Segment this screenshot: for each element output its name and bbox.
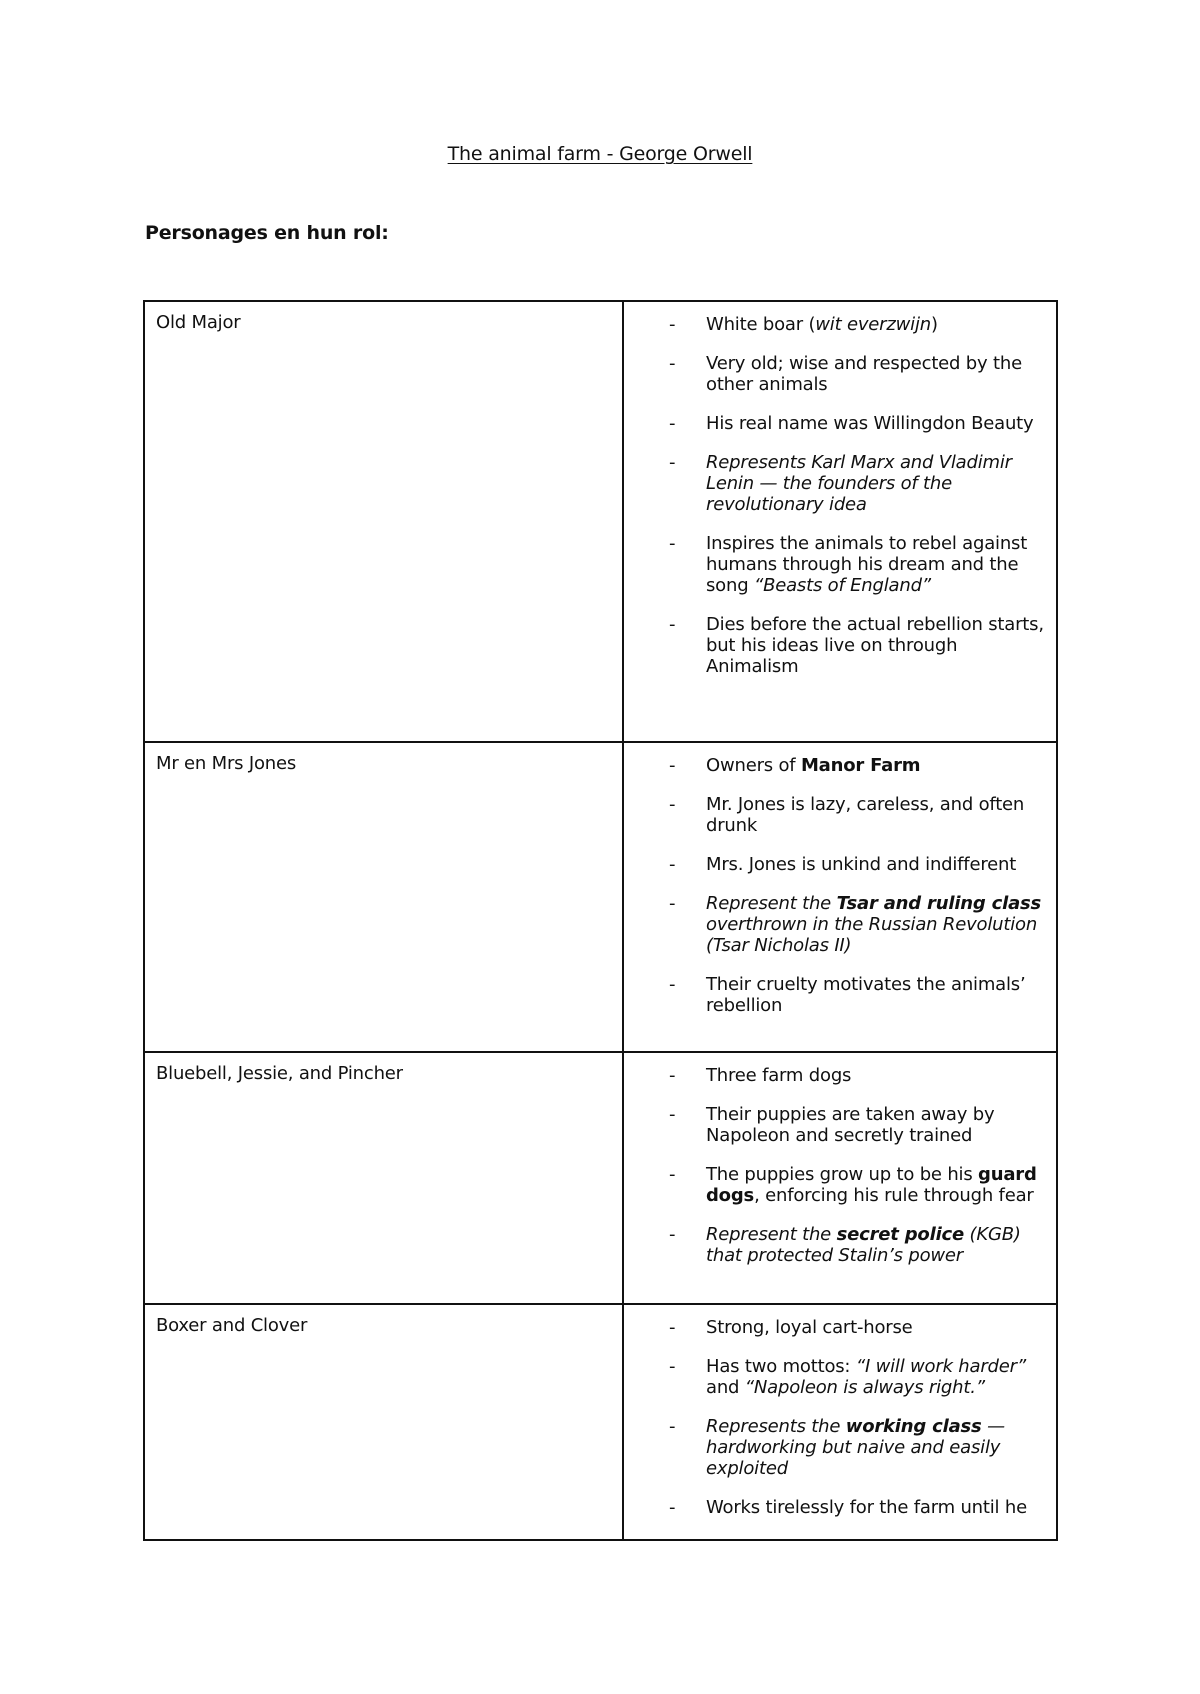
role-text: Represents Karl Marx and Vladimir Lenin — the founders of the revolutionary idea (706, 452, 1012, 515)
bullet-dash: - (669, 614, 676, 635)
list-item (624, 794, 1046, 836)
bullet-dash: - (669, 314, 676, 335)
role-text: Their puppies are taken away by Napoleon and secretly trained (706, 1104, 995, 1146)
role-text: His real name was Willingdon Beauty (706, 413, 1034, 434)
role-text: Has two mottos: (706, 1356, 856, 1377)
table-row (144, 1052, 1057, 1304)
bullet-dash: - (669, 353, 676, 374)
bullet-dash: - (669, 1317, 676, 1338)
role-text: “Beasts of England” (753, 575, 931, 596)
bullet-dash: - (669, 1356, 676, 1377)
role-text: Represent the (706, 1224, 837, 1245)
character-roles (623, 1304, 1057, 1540)
list-item (624, 353, 1046, 395)
character-name: Mr en Mrs Jones (144, 742, 623, 1052)
role-text: , enforcing his rule through fear (754, 1185, 1034, 1206)
bullet-dash: - (669, 533, 676, 554)
bullet-dash: - (669, 755, 676, 776)
bullet-dash: - (669, 893, 676, 914)
list-item (624, 1104, 1046, 1146)
role-list (624, 1317, 1046, 1518)
role-text: Owners of (706, 755, 801, 776)
role-text: Works tirelessly for the farm until he (706, 1497, 1027, 1518)
role-text: Manor Farm (800, 755, 921, 776)
role-text: Represents the (706, 1416, 846, 1437)
list-item (624, 1224, 1046, 1266)
character-roles (623, 1052, 1057, 1304)
document-title: The animal farm - George Orwell (447, 143, 753, 165)
bullet-dash: - (669, 854, 676, 875)
list-item (624, 314, 1046, 335)
role-text: guard dogs (706, 1164, 1037, 1206)
role-text: Tsar and ruling class (836, 893, 1042, 914)
role-text: wit everzwijn (815, 314, 931, 335)
role-text: ) (930, 314, 938, 335)
list-item (624, 755, 1046, 776)
role-text: Dies before the actual rebellion starts, but his ideas live on through Animalism (706, 614, 1044, 677)
section-heading: Personages en hun rol: (145, 222, 389, 244)
list-item (624, 1317, 1046, 1338)
role-text: Represent the (706, 893, 837, 914)
table-row (144, 1304, 1057, 1540)
bullet-dash: - (669, 974, 676, 995)
list-item (624, 452, 1046, 515)
role-text: White boar ( (706, 314, 816, 335)
bullet-dash: - (669, 1224, 676, 1245)
bullet-dash: - (669, 1164, 676, 1185)
table-row (144, 301, 1057, 742)
list-item (624, 1356, 1046, 1398)
bullet-dash: - (669, 1065, 676, 1086)
list-item (624, 413, 1046, 434)
role-list (624, 314, 1046, 677)
character-name: Bluebell, Jessie, and Pincher (144, 1052, 623, 1304)
character-name: Old Major (144, 301, 623, 742)
role-text: “I will work harder” (855, 1356, 1026, 1377)
role-list (624, 755, 1046, 1016)
bullet-dash: - (669, 413, 676, 434)
character-roles (623, 742, 1057, 1052)
bullet-dash: - (669, 452, 676, 473)
table-row (144, 742, 1057, 1052)
role-text: overthrown in the Russian Revolution (Tsar Nicholas II) (706, 914, 1038, 956)
bullet-dash: - (669, 1497, 676, 1518)
list-item (624, 614, 1046, 677)
bullet-dash: - (669, 794, 676, 815)
list-item (624, 974, 1046, 1016)
role-text: “Napoleon is always right.” (744, 1377, 985, 1398)
role-text: The puppies grow up to be his (706, 1164, 979, 1185)
bullet-dash: - (669, 1416, 676, 1437)
role-text: Their cruelty motivates the animals’ rebellion (706, 974, 1026, 1016)
role-text: Very old; wise and respected by the other animals (706, 353, 1022, 395)
role-text: Strong, loyal cart-horse (706, 1317, 913, 1338)
list-item (624, 533, 1046, 596)
list-item (624, 1416, 1046, 1479)
role-text: — hardworking but naive and easily exploited (706, 1416, 1005, 1479)
role-text: Mrs. Jones is unkind and indifferent (706, 854, 1017, 875)
role-text: Three farm dogs (706, 1065, 852, 1086)
role-text: (KGB) that protected Stalin’s power (706, 1224, 1021, 1266)
list-item (624, 893, 1046, 956)
role-text: and (706, 1377, 745, 1398)
list-item (624, 854, 1046, 875)
role-text: Inspires the animals to rebel against humans through his dream and the song (706, 533, 1028, 596)
role-list (624, 1065, 1046, 1266)
list-item (624, 1497, 1046, 1518)
bullet-dash: - (669, 1104, 676, 1125)
role-text: Mr. Jones is lazy, careless, and often drunk (706, 794, 1025, 836)
role-text: working class (845, 1416, 982, 1437)
characters-table (143, 300, 1058, 1541)
character-roles (623, 301, 1057, 742)
character-name: Boxer and Clover (144, 1304, 623, 1540)
role-text: secret police (836, 1224, 965, 1245)
list-item (624, 1065, 1046, 1086)
list-item (624, 1164, 1046, 1206)
